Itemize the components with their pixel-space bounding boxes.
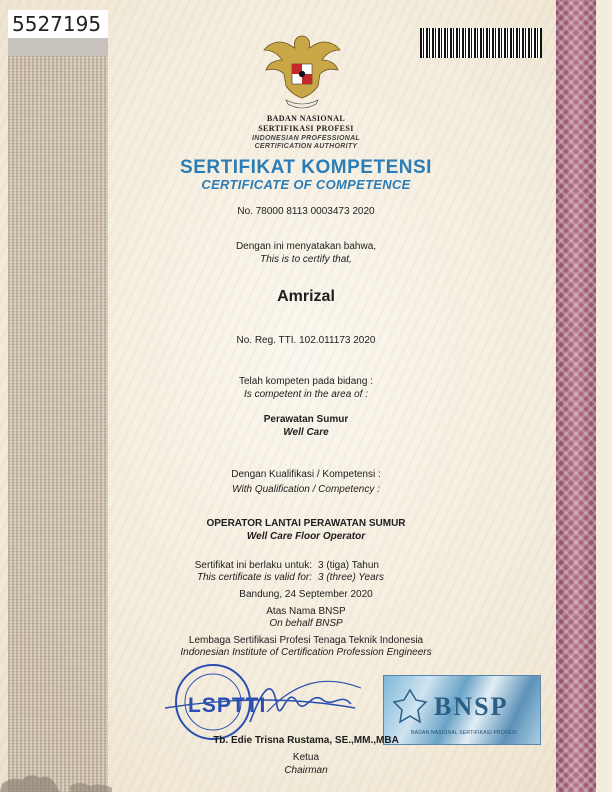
hologram-text: BNSP (434, 692, 509, 721)
qualification-label-id: Dengan Kualifikasi / Kompetensi : (231, 469, 381, 480)
certificate-number: No. 78000 8113 0003473 2020 (237, 206, 375, 217)
garuda-emblem-icon (262, 30, 342, 112)
on-behalf-en: On behalf BNSP (269, 618, 343, 629)
signatory-name: Tb. Edie Trisna Rustama, SE.,MM.,MBA (213, 735, 399, 746)
competent-value-en: Well Care (283, 427, 329, 438)
on-behalf-id: Atas Nama BNSP (266, 606, 346, 617)
serial-number: 5527195 (8, 10, 108, 56)
competent-value-id: Perawatan Sumur (263, 414, 349, 425)
registration-number: No. Reg. TTI. 102.011173 2020 (236, 335, 376, 346)
validity-value-id: 3 (tiga) Tahun (318, 560, 379, 571)
authority-line3-en: INDONESIAN PROFESSIONAL (251, 135, 361, 142)
institution-en: Indonesian Institute of Certification Profession Engineers (180, 647, 432, 658)
institution-id: Lembaga Sertifikasi Profesi Tenaga Teknik Indonesia (188, 635, 424, 646)
hologram-subtext: BADAN NASIONAL SERTIFIKASI PROFESI (411, 730, 517, 736)
declaration-id: Dengan ini menyatakan bahwa, (235, 241, 377, 252)
authority-line2: SERTIFIKASI PROFESI (258, 124, 354, 133)
place-date: Bandung, 24 September 2020 (239, 589, 373, 600)
qualification-value-id: OPERATOR LANTAI PERAWATAN SUMUR (206, 518, 406, 529)
qualification-value-en: Well Care Floor Operator (246, 531, 366, 542)
validity-value-en: 3 (three) Years (318, 572, 384, 583)
certificate-title: SERTIFIKAT KOMPETENSI (180, 157, 432, 178)
validity-label-en: This certificate is valid for: (196, 572, 312, 583)
competent-label-id: Telah kompeten pada bidang : (239, 376, 373, 387)
signatory-role-en: Chairman (284, 765, 328, 776)
hologram-emblem-icon (390, 686, 430, 726)
qualification-label-en: With Qualification / Competency : (232, 484, 380, 495)
validity-label-id: Sertifikat ini berlaku untuk: (194, 560, 312, 571)
competent-label-en: Is competent in the area of : (244, 389, 368, 400)
barcode (420, 28, 542, 58)
seal-text: LSPTTI (188, 694, 267, 717)
signatory-role-id: Ketua (292, 752, 320, 763)
declaration-en: This is to certify that, (260, 254, 352, 265)
authority-line1: BADAN NASIONAL (266, 114, 346, 123)
certificate-title-en: CERTIFICATE OF COMPETENCE (201, 177, 411, 192)
indonesia-map-watermark-icon (0, 762, 120, 792)
holder-name: Amrizal (277, 288, 335, 305)
authority-line4-en: CERTIFICATION AUTHORITY (254, 143, 358, 150)
